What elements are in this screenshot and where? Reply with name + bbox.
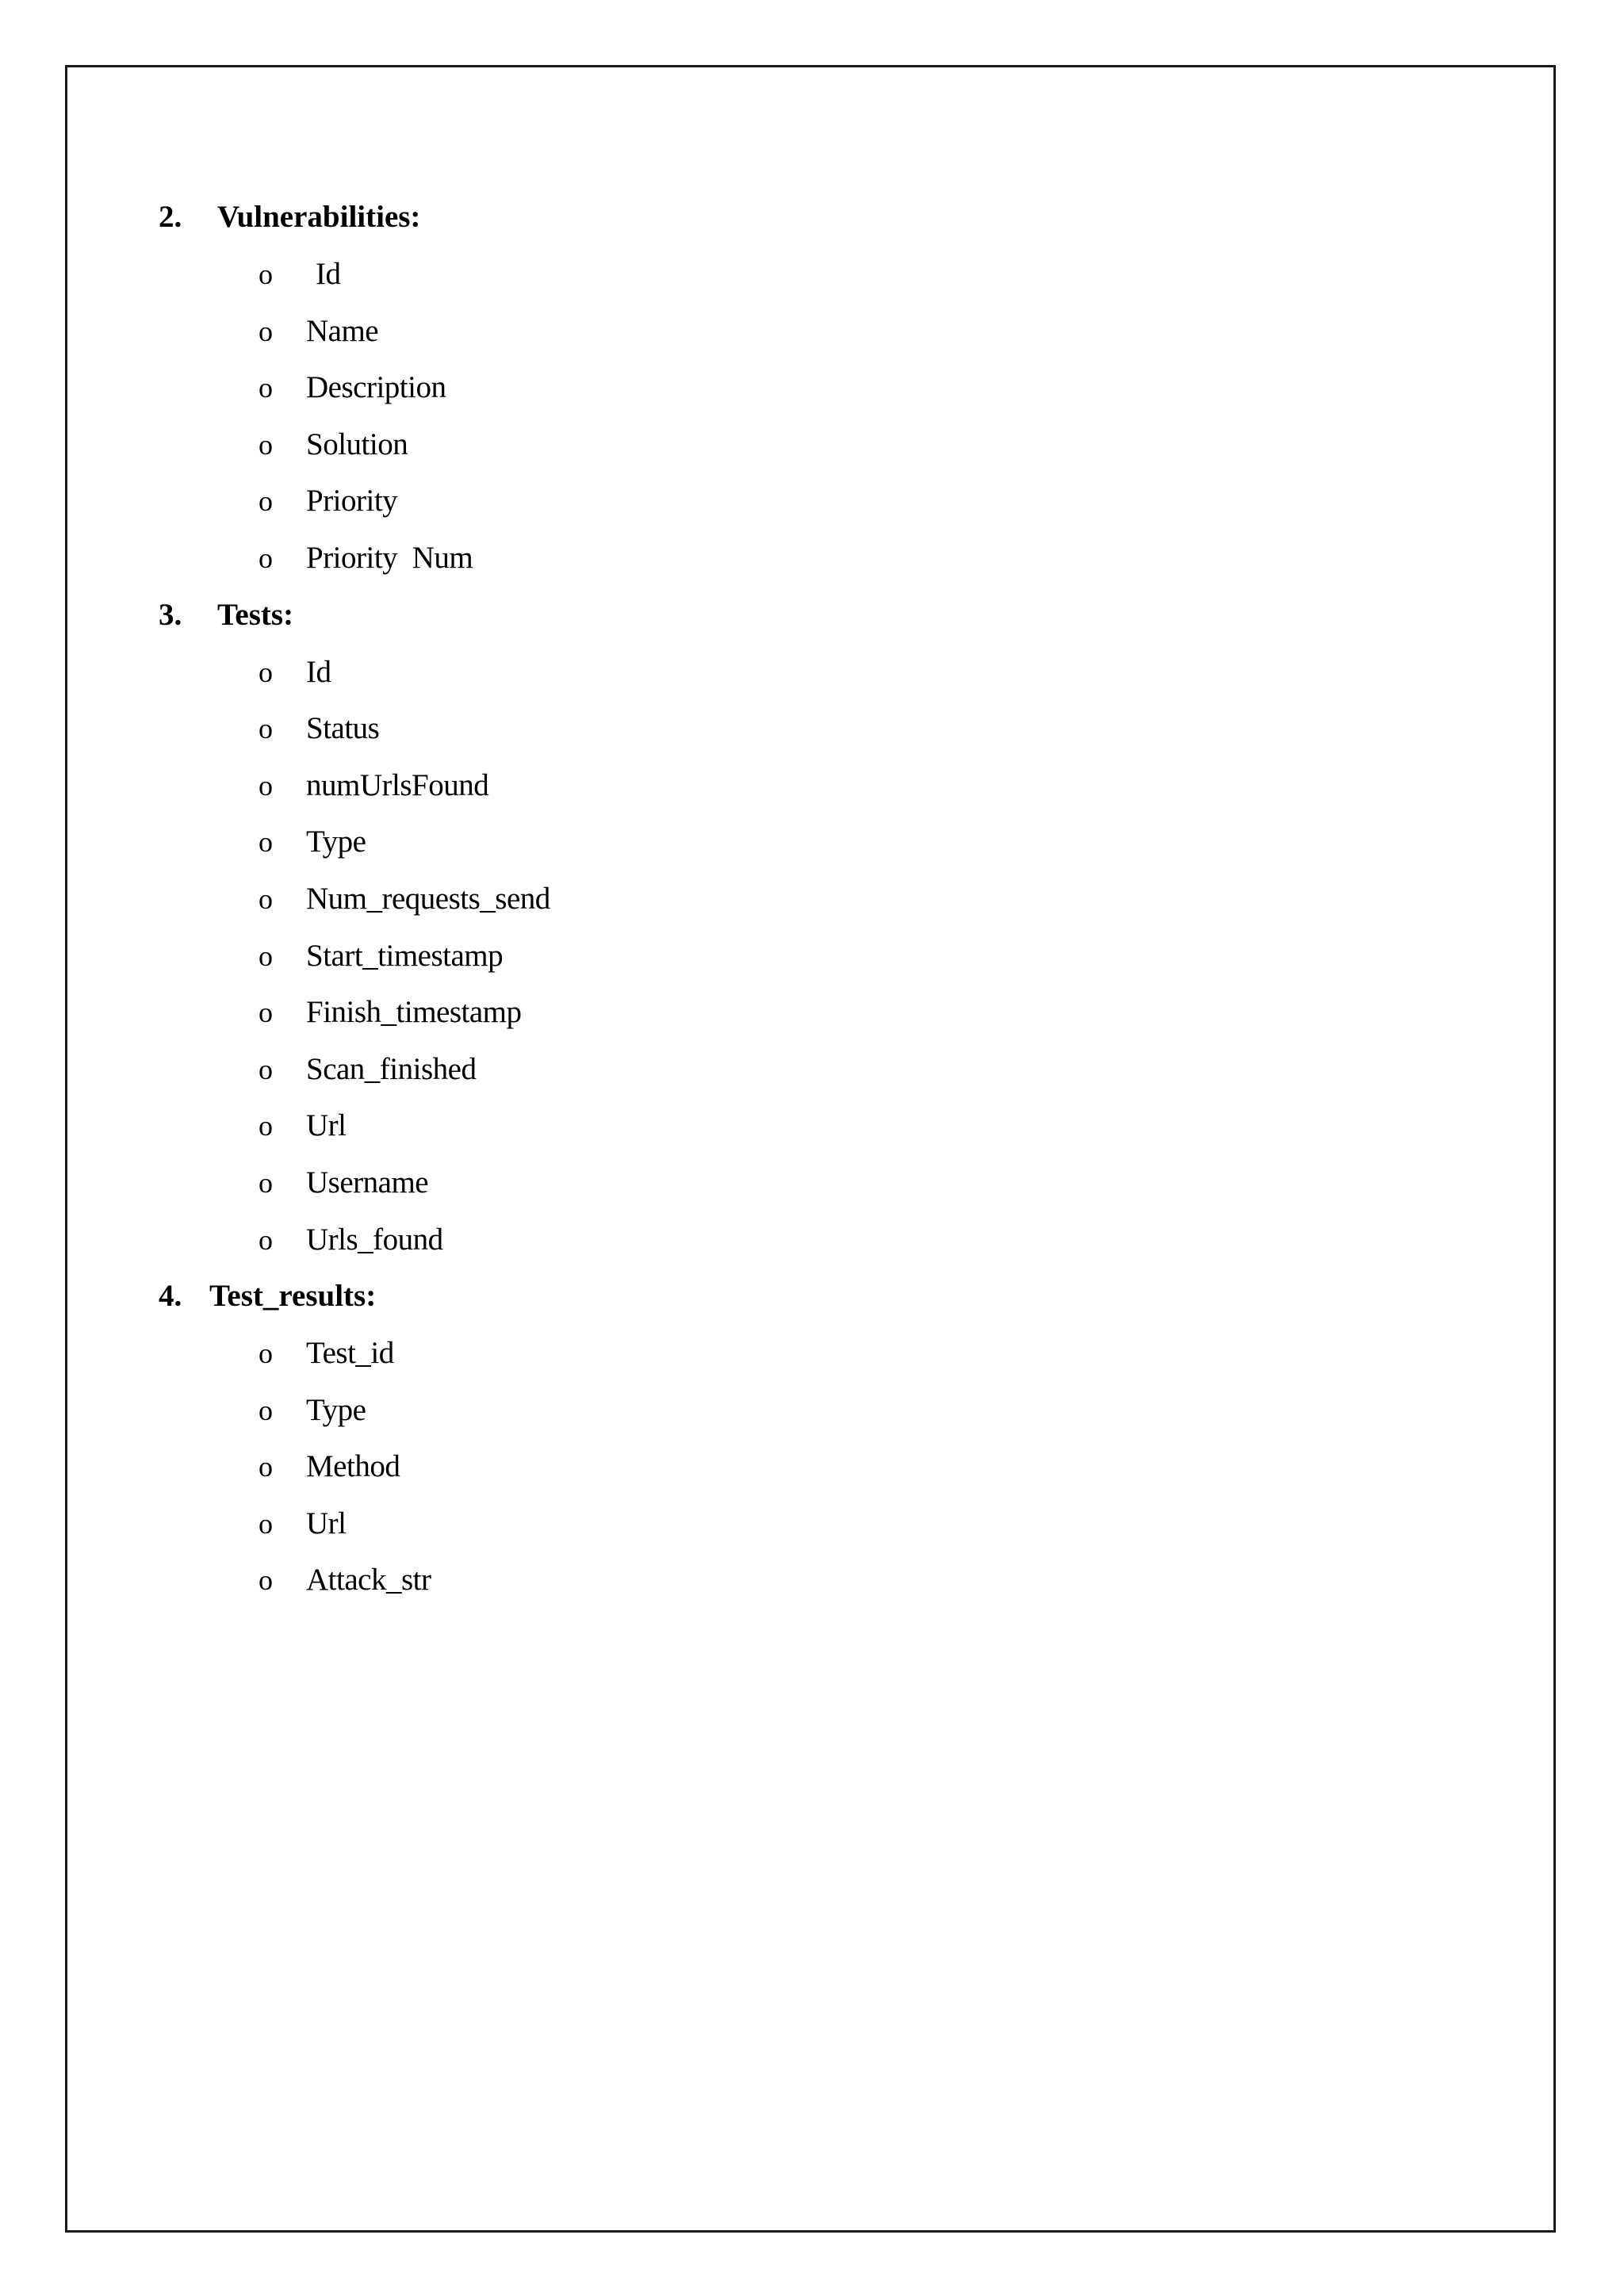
section-heading <box>159 587 1427 644</box>
list-item <box>159 416 1427 473</box>
list-item <box>159 644 1427 701</box>
list-item <box>159 473 1427 530</box>
field-list <box>159 1325 1427 1609</box>
bullet-icon: o <box>259 1110 273 1142</box>
field-name: Scan_finished <box>306 1051 477 1086</box>
list-item <box>159 246 1427 303</box>
list-item <box>159 1097 1427 1154</box>
field-name: Name <box>306 313 379 348</box>
list-item <box>159 359 1427 416</box>
field-name: Priority Num <box>306 540 473 575</box>
bullet-icon: o <box>259 713 273 745</box>
field-name: Description <box>306 370 446 405</box>
list-item <box>159 928 1427 985</box>
bullet-icon: o <box>259 258 273 290</box>
field-name: Status <box>306 711 380 746</box>
bullet-icon: o <box>259 1223 273 1256</box>
list-item <box>159 700 1427 757</box>
bullet-icon: o <box>259 656 273 688</box>
section-test-results <box>159 1268 1427 1609</box>
section-heading <box>159 189 1427 246</box>
bullet-icon: o <box>259 1507 273 1540</box>
section-number: 2. <box>159 200 182 234</box>
section-title: Test_results: <box>209 1279 377 1314</box>
field-name: Test_id <box>306 1336 394 1371</box>
bullet-icon: o <box>259 315 273 347</box>
bullet-icon: o <box>259 372 273 404</box>
bullet-icon: o <box>259 428 273 461</box>
field-name: Finish_timestamp <box>306 995 522 1030</box>
bullet-icon: o <box>259 939 273 972</box>
list-item <box>159 530 1427 587</box>
field-name: Url <box>306 1108 347 1143</box>
bullet-icon: o <box>259 1337 273 1370</box>
section-tests <box>159 587 1427 1269</box>
field-name: numUrlsFound <box>306 767 489 802</box>
field-list <box>159 644 1427 1269</box>
list-item <box>159 1325 1427 1382</box>
document-content <box>159 189 1427 1609</box>
field-name: Num_requests_send <box>306 881 550 916</box>
bullet-icon: o <box>259 541 273 574</box>
bullet-icon: o <box>259 826 273 859</box>
section-number: 3. <box>159 597 182 632</box>
field-name: Attack_str <box>306 1563 431 1598</box>
list-item <box>159 1211 1427 1269</box>
field-name: Type <box>306 825 366 859</box>
field-name: Method <box>306 1449 400 1484</box>
bullet-icon: o <box>259 997 273 1029</box>
field-name: Urls_found <box>306 1222 443 1257</box>
section-number: 4. <box>159 1279 182 1314</box>
bullet-icon: o <box>259 1451 273 1483</box>
section-heading <box>159 1268 1427 1325</box>
list-item <box>159 1495 1427 1552</box>
bullet-icon: o <box>259 1394 273 1426</box>
list-item <box>159 303 1427 360</box>
field-name: Id <box>316 257 341 291</box>
list-item <box>159 984 1427 1041</box>
list-item <box>159 1438 1427 1495</box>
section-title: Tests: <box>217 597 294 632</box>
list-item <box>159 757 1427 814</box>
field-name: Solution <box>306 427 408 461</box>
field-name: Type <box>306 1392 366 1427</box>
list-item <box>159 1041 1427 1098</box>
list-item <box>159 1552 1427 1609</box>
list-item <box>159 813 1427 871</box>
field-name: Start_timestamp <box>306 938 504 973</box>
bullet-icon: o <box>259 1053 273 1085</box>
section-title: Vulnerabilities: <box>217 200 421 234</box>
bullet-icon: o <box>259 1564 273 1597</box>
list-item <box>159 871 1427 928</box>
field-name: Url <box>306 1506 347 1540</box>
list-item <box>159 1382 1427 1439</box>
bullet-icon: o <box>259 485 273 518</box>
bullet-icon: o <box>259 769 273 802</box>
section-vulnerabilities <box>159 189 1427 587</box>
list-item <box>159 1154 1427 1211</box>
bullet-icon: o <box>259 1166 273 1199</box>
field-name: Id <box>306 654 331 689</box>
field-name: Username <box>306 1165 429 1200</box>
bullet-icon: o <box>259 882 273 915</box>
field-name: Priority <box>306 484 398 519</box>
field-list <box>159 246 1427 587</box>
